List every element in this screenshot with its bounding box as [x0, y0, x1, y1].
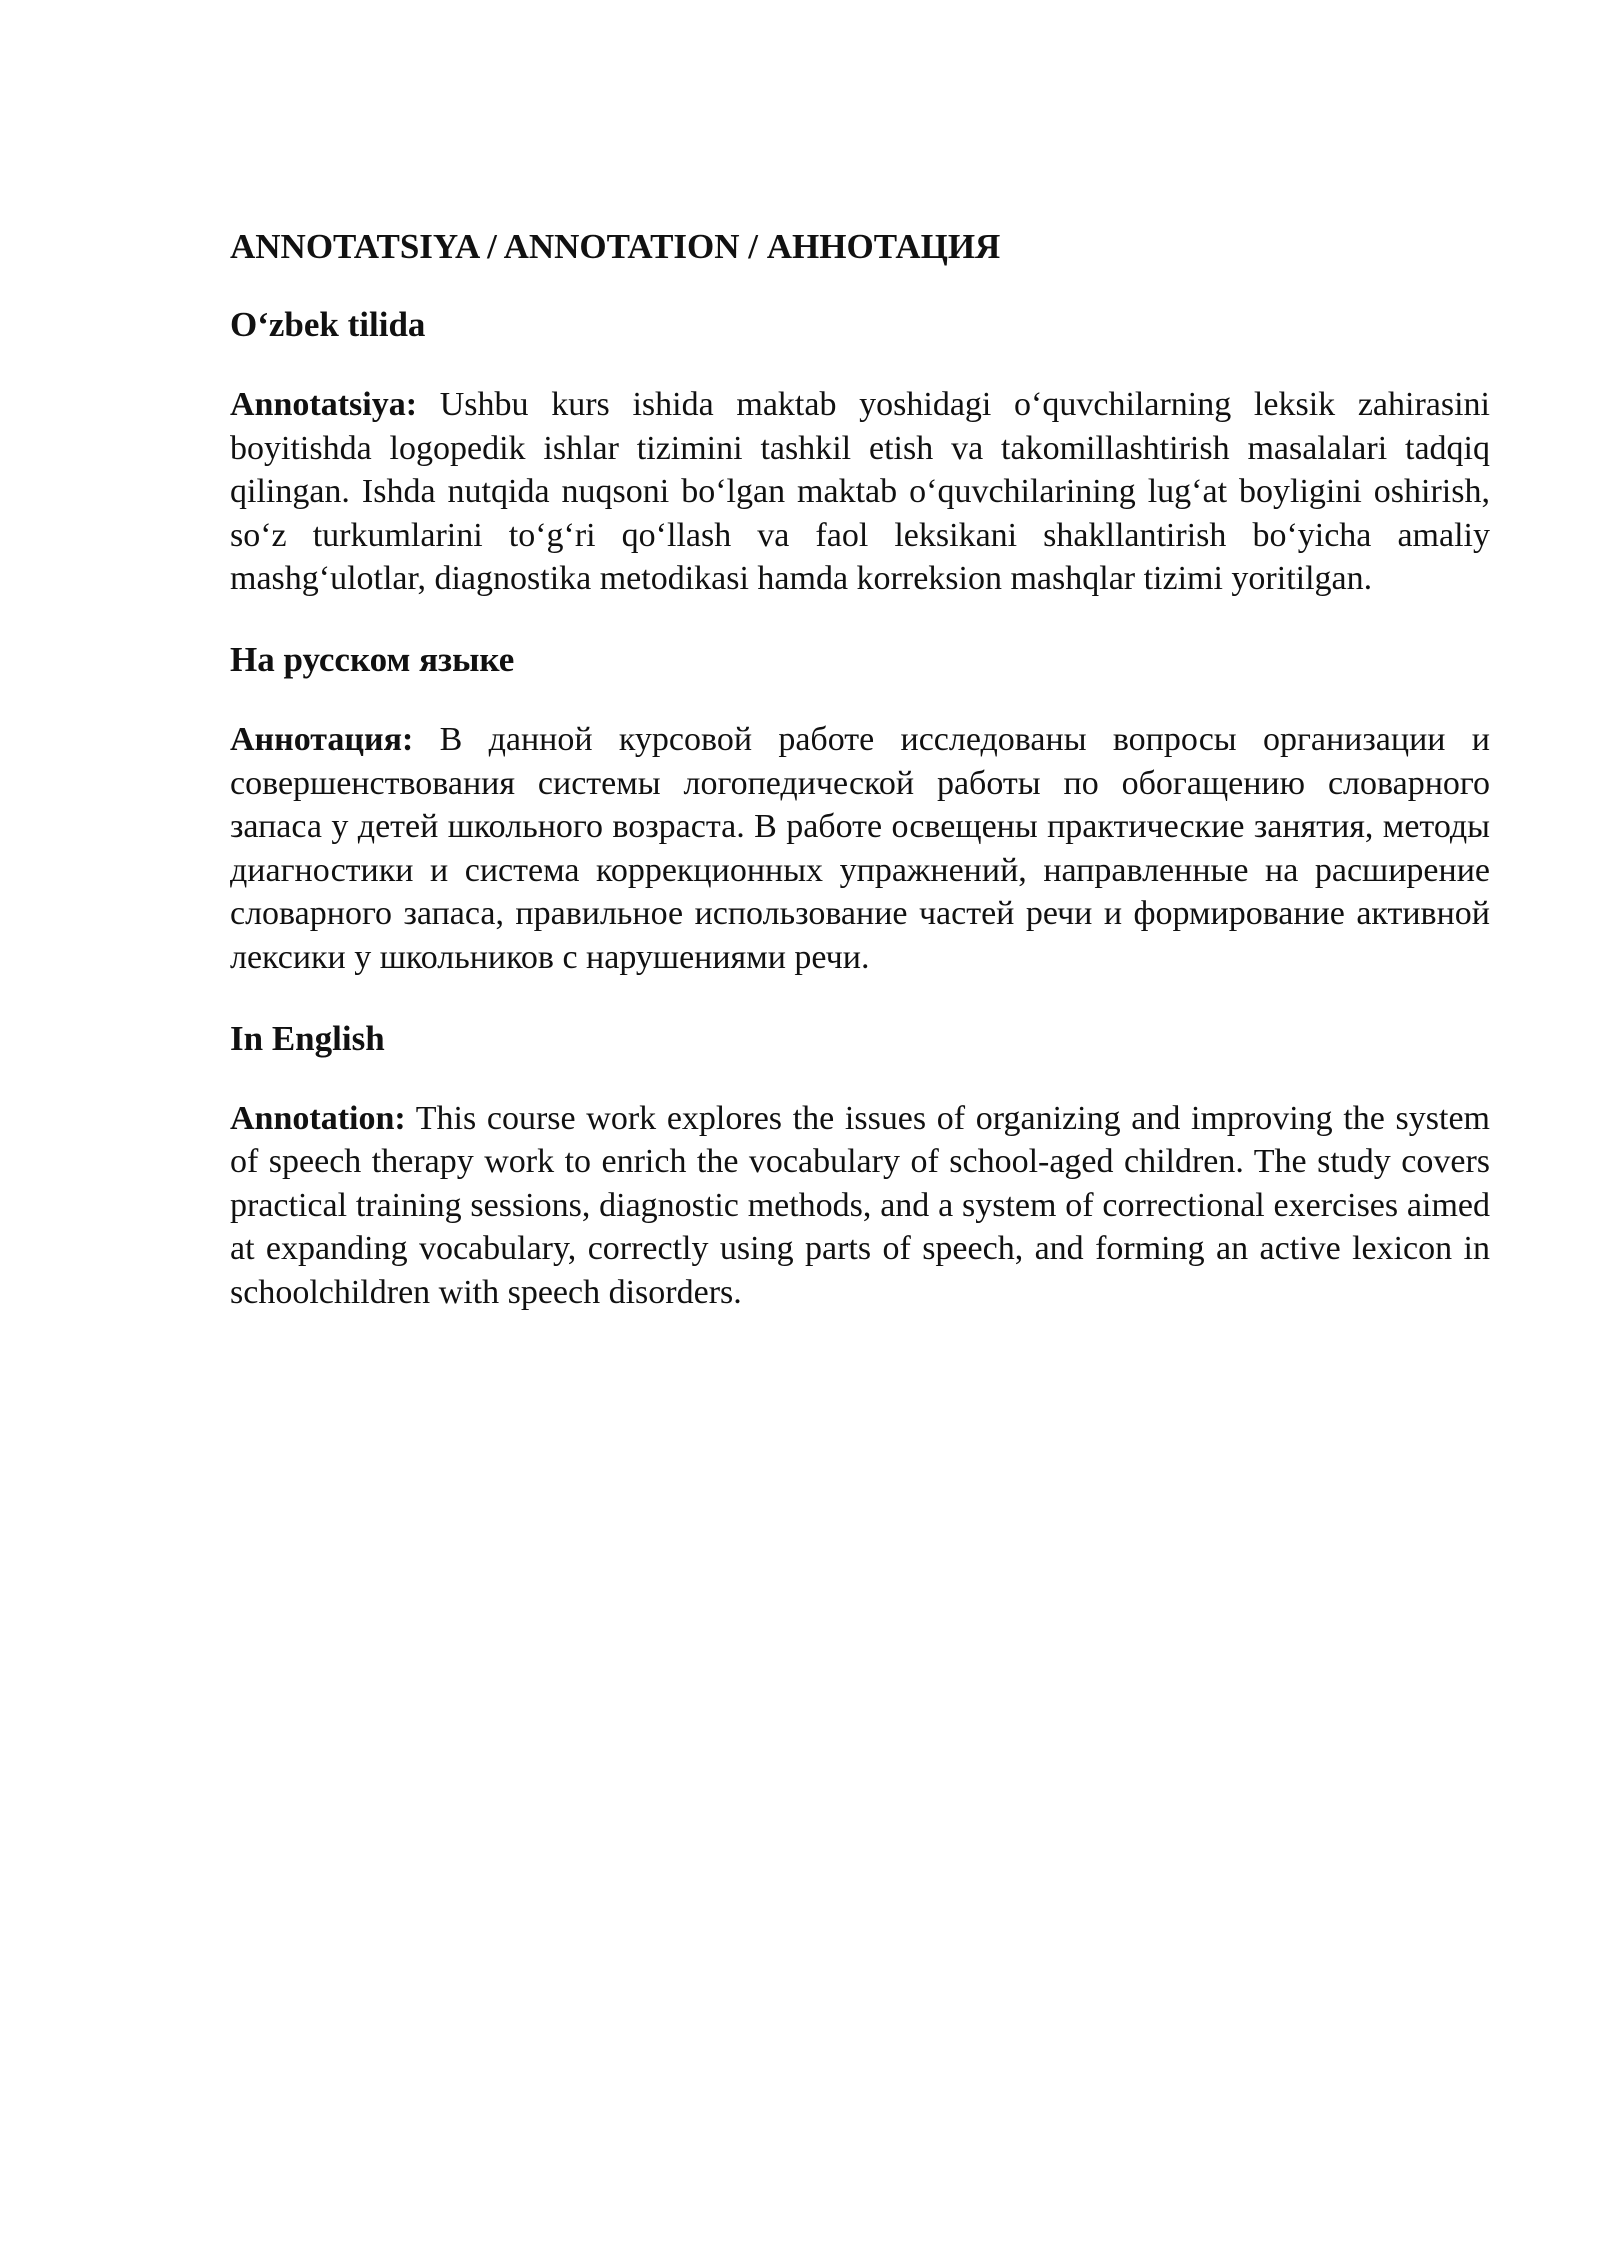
- annotation-paragraph-english: [230, 1097, 1490, 1315]
- annotation-text-russian: В данной курсовой работе исследованы вопросы организации и совершенствования системы логопедической работы по обогащению словарного запаса у детей школьного возраста. В работе освещены практические занятия, методы диагностики и система коррекционных упражнений, направленные на расширение словарного запаса, правильное использование частей речи и формирование активной лексики у школьников с нарушениями речи.: [230, 720, 1490, 976]
- annotation-lead-russian: Аннотация:: [230, 720, 414, 758]
- annotation-paragraph-uzbek: [230, 383, 1490, 601]
- section-heading-uzbek: Oʻzbek tilida: [230, 305, 426, 344]
- document-page: [230, 225, 1490, 1352]
- annotation-text-english: This course work explores the issues of organizing and improving the system of speech therapy work to enrich the vocabulary of school-aged children. The study covers practical training sessions, diagnostic methods, and a system of correctional exercises aimed at expanding vocabulary, correctly using parts of speech, and forming an active lexicon in schoolchildren with speech disorders.: [230, 1099, 1490, 1311]
- annotation-paragraph-russian: [230, 718, 1490, 980]
- annotation-lead-english: Annotation:: [230, 1099, 406, 1137]
- annotation-text-uzbek: Ushbu kurs ishida maktab yoshidagi oʻquvchilarning leksik zahirasini boyitishda logopedik ishlar tizimini tashkil etish va takomillashtirish masalalari tadqiq qilingan. Ishda nutqida nuqsoni boʻlgan maktab oʻquvchilarining lugʻat boyligini oshirish, soʻz turkumlarini toʻgʻri qoʻllash va faol leksikani shakllantirish boʻyicha amaliy mashgʻulotlar, diagnostika metodikasi hamda korreksion mashqlar tizimi yoritilgan.: [230, 386, 1490, 598]
- annotation-lead-uzbek: Annotatsiya:: [230, 386, 418, 423]
- section-heading-russian: На русском языке: [230, 639, 515, 679]
- document-title: ANNOTATSIYA / ANNOTATION / АННОТАЦИЯ: [230, 227, 1001, 266]
- section-heading-english: In English: [230, 1018, 385, 1058]
